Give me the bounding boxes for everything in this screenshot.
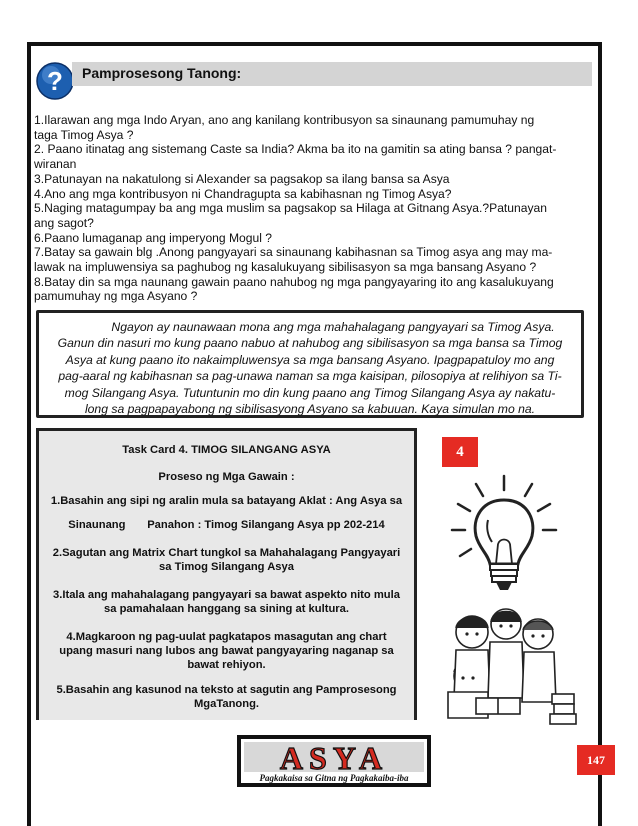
task-step-line: 2.Sagutan ang Matrix Chart tungkol sa Mahahalagang Pangyayari: [52, 547, 401, 559]
task-step-line: Sinaunang Panahon : Timog Silangang Asya pp 202-214: [68, 519, 385, 531]
question-line: wiranan: [34, 157, 77, 172]
question-line: 4.Ano ang mga kontribusyon ni Chandragupta sa kabihasnan ng Timog Asya?: [34, 186, 452, 201]
question-line: 7.Batay sa gawain blg .Anong pangyayari sa sinaunang kabihasnan sa Timog asya ang may ma-: [34, 245, 553, 260]
intro-line: mog Silangang Asya. Tutuntunin mo din kung paano ang Timog Silangang Asya ay nakatu-: [64, 385, 556, 400]
task-number-badge: 4: [442, 437, 478, 467]
header-bar: [72, 62, 592, 86]
intro-line: long sa pagpapayabong ng sibilisasyong Asyano sa kabuuan. Kaya simulan mo na.: [84, 402, 536, 417]
question-line: 5.Naging matagumpay ba ang mga muslim sa pagsakop sa Hilaga at Gitnang Asya.?Patunayan: [34, 201, 547, 216]
task-step-line: MgaTanong.: [193, 698, 260, 710]
svg-text:ASYA: ASYA: [279, 740, 389, 776]
task-card-title: Task Card 4. TIMOG SILANGANG ASYA: [122, 444, 331, 456]
intro-line: pag-aaral ng kabihasnan sa pag-unawa naman sa mga kaisipan, pilosopiya at relihiyon sa Ti-: [58, 369, 562, 384]
task-card: [36, 428, 417, 720]
asya-logo: [237, 735, 431, 787]
task-step-line: upang masuri nang lubos ang bawat pangyayaring naganap sa: [59, 645, 394, 657]
intro-box: [36, 310, 584, 418]
task-card-subtitle: Proseso ng Mga Gawain :: [158, 471, 295, 483]
intro-line: Asya at kung paano ito nakaimpluwensya sa mga bansang Asyano. Ipagpapatuloy mo ang: [65, 352, 555, 367]
svg-text:Pagkakaisa sa Gitna ng Pagkaka: Pagkakaisa sa Gitna ng Pagkakaiba-iba: [259, 773, 409, 783]
intro-line: Ngayon ay naunawaan mona ang mga mahahalagang pangyayari sa Timog Asya.: [111, 320, 555, 334]
question-line: ang sagot?: [34, 215, 94, 230]
question-line: 8.Batay din sa mga naunang gawain paano nahubog ng mga pangyayaring ito ang kasalukuyang: [34, 274, 554, 289]
questions-list: [34, 113, 592, 304]
question-line: 2. Paano itinatag ang sistemang Caste sa India? Akma ba ito na gamitin sa ating bansa ? pangat-: [34, 142, 557, 157]
task-step-line: sa pamahalaan hanggang sa sining at kultura.: [104, 603, 349, 615]
task-step-line: 1.Basahin ang sipi ng aralin mula sa batayang Aklat : Ang Asya sa: [50, 495, 403, 507]
question-line: 1.Ilarawan ang mga Indo Aryan, ano ang kanilang kontribusyon sa sinaunang pamumuhay ng: [34, 113, 535, 127]
page-number: 147: [577, 745, 615, 775]
lightbulb-icon: [446, 472, 562, 597]
intro-line: Ganun din nasuri mo kung paano nabuo at nahubog ang sibilisasyon sa mga bansa sa Timog: [57, 336, 563, 351]
question-line: lawak na impluwensiya sa paghubog ng kasalukuyang sibilisasyon sa mga bansang Asyano ?: [34, 260, 537, 275]
question-line: 6.Paano lumaganap ang imperyong Mogul ?: [34, 230, 273, 245]
task-step-line: 3.Itala ang mahahalagang pangyayari sa bawat aspekto nito mula: [53, 589, 400, 601]
task-step-line: 5.Basahin ang kasunod na teksto at sagutin ang Pamprosesong: [56, 684, 397, 696]
children-reading-illustration: [432, 598, 582, 733]
task-step-line: sa Timog Silangang Asya: [159, 561, 294, 573]
svg-text:?: ?: [47, 66, 63, 96]
question-line: taga Timog Asya ?: [34, 127, 134, 142]
question-line: 3.Patunayan na nakatulong si Alexander sa pagsakop sa ilang bansa sa Asya: [34, 171, 450, 186]
header-title: Pamprosesong Tanong:: [82, 65, 242, 81]
question-mark-icon: [36, 62, 74, 100]
task-step-line: bawat rehiyon.: [187, 659, 266, 671]
question-line: pamumuhay ng mga Asyano ?: [34, 289, 198, 304]
task-step-line: 4.Magkaroon ng pag-uulat pagkatapos masagutan ang chart: [66, 631, 387, 643]
